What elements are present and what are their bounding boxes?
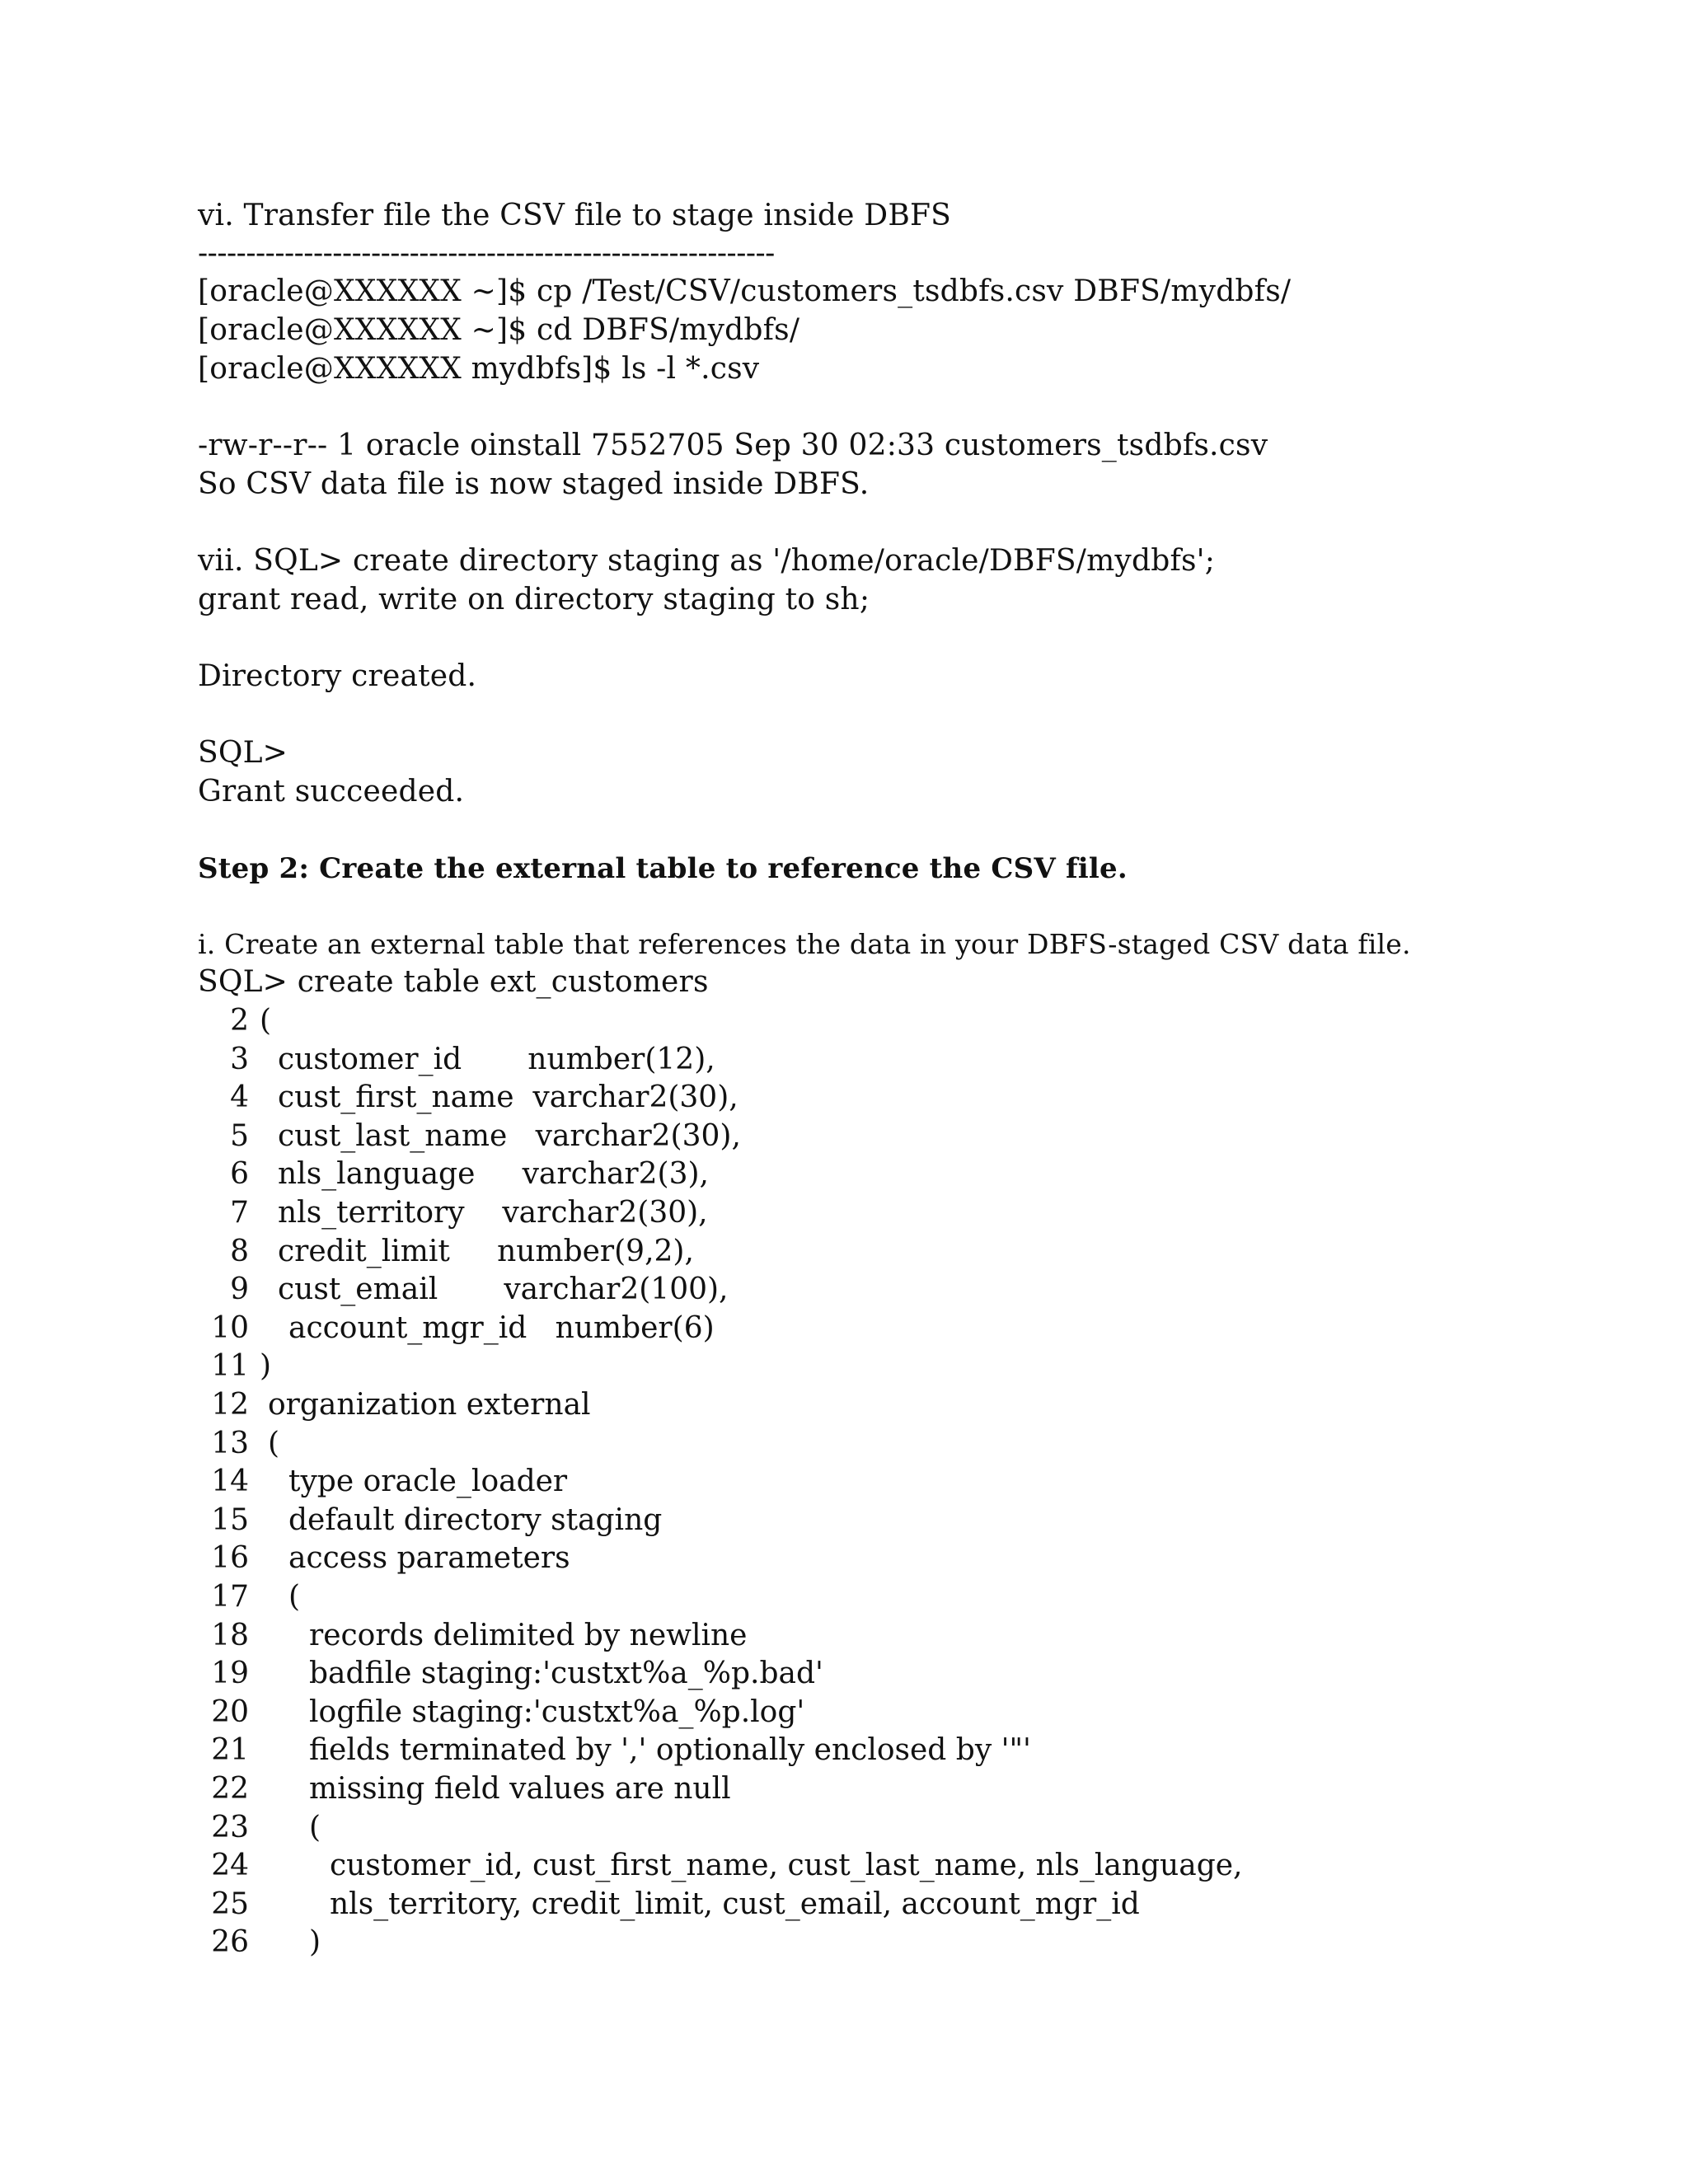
line-number: 11 xyxy=(211,1349,249,1384)
line-number: 12 xyxy=(211,1388,249,1422)
code-text: organization external xyxy=(268,1388,591,1422)
code-text: type oracle_loader xyxy=(288,1465,568,1499)
code-line xyxy=(198,1118,741,1155)
step2-intro: i. Create an external table that references the data in your DBFS-staged CSV data file. xyxy=(198,928,1411,960)
code-line xyxy=(198,1924,321,1961)
line-number: 20 xyxy=(211,1694,249,1729)
command-line-cp: [oracle@XXXXXX ~]$ cp /Test/CSV/customers_tsdbfs.csv DBFS/mydbfs/ xyxy=(198,274,1292,308)
line-number: 19 xyxy=(211,1657,249,1691)
code-text: ( xyxy=(268,1426,280,1460)
code-line xyxy=(198,1426,280,1462)
line-number: 9 xyxy=(230,1272,249,1307)
step2-title: Step 2: Create the external table to reference the CSV file. xyxy=(198,852,1128,885)
code-text: ( xyxy=(260,1004,272,1038)
code-line xyxy=(198,1848,1243,1884)
code-text: cust_first_name varchar2(30), xyxy=(278,1080,738,1115)
code-line xyxy=(198,1310,715,1347)
line-number: 3 xyxy=(230,1042,249,1076)
line-number: 18 xyxy=(211,1618,249,1652)
line-number: 10 xyxy=(211,1310,249,1345)
line-number: 22 xyxy=(211,1772,249,1806)
code-line xyxy=(198,1579,301,1615)
code-text: ( xyxy=(309,1810,321,1844)
code-line xyxy=(198,1387,591,1423)
line-number: 8 xyxy=(230,1234,249,1268)
line-number: 21 xyxy=(211,1733,249,1768)
line-number: 24 xyxy=(211,1849,249,1883)
code-line xyxy=(198,1348,272,1385)
code-line xyxy=(198,1502,663,1539)
sql-create-table: SQL> create table ext_customers xyxy=(198,965,709,999)
code-text: customer_id, cust_first_name, cust_last_name, nls_language, xyxy=(330,1849,1243,1883)
line-number: 5 xyxy=(230,1118,249,1153)
staged-note: So CSV data file is now staged inside DBFS. xyxy=(198,467,870,501)
code-line xyxy=(198,1540,570,1577)
code-line xyxy=(198,1732,1031,1769)
code-line xyxy=(198,1771,731,1807)
code-text: cust_email varchar2(100), xyxy=(278,1272,729,1307)
sql-prompt: SQL> xyxy=(198,736,288,770)
code-text: ) xyxy=(309,1925,321,1960)
code-text: cust_last_name varchar2(30), xyxy=(278,1118,741,1153)
code-line xyxy=(198,1618,748,1654)
code-line xyxy=(198,1042,715,1078)
code-text: ) xyxy=(260,1349,272,1384)
grant-command: grant read, write on directory staging to sh; xyxy=(198,583,870,616)
document-page xyxy=(198,0,1599,2184)
line-number: 15 xyxy=(211,1502,249,1537)
line-number: 25 xyxy=(211,1886,249,1921)
line-number: 26 xyxy=(211,1925,249,1960)
code-text: customer_id number(12), xyxy=(278,1042,715,1076)
code-text: account_mgr_id number(6) xyxy=(288,1310,715,1345)
line-number: 14 xyxy=(211,1465,249,1499)
code-line xyxy=(198,1272,729,1308)
code-text: fields terminated by ',' optionally enclosed by '"' xyxy=(309,1733,1031,1768)
directory-created-result: Directory created. xyxy=(198,659,477,693)
code-text: nls_territory varchar2(30), xyxy=(278,1196,708,1230)
dashed-rule: ------------------------------------------------------------ xyxy=(198,237,775,270)
code-text: ( xyxy=(288,1580,301,1614)
code-text: default directory staging xyxy=(288,1502,663,1537)
code-text: nls_territory, credit_limit, cust_email, account_mgr_id xyxy=(330,1886,1140,1921)
code-text: nls_language varchar2(3), xyxy=(278,1157,709,1192)
code-text: badfile staging:'custxt%a_%p.bad' xyxy=(309,1657,823,1691)
code-text: credit_limit number(9,2), xyxy=(278,1234,694,1268)
code-line xyxy=(198,1234,694,1270)
code-line xyxy=(198,1464,568,1500)
file-listing: -rw-r--r-- 1 oracle oinstall 7552705 Sep 30 02:33 customers_tsdbfs.csv xyxy=(198,429,1268,462)
code-line xyxy=(198,1003,272,1039)
command-line-ls: [oracle@XXXXXX mydbfs]$ ls -l *.csv xyxy=(198,352,760,386)
code-line xyxy=(198,1886,1140,1923)
grant-succeeded-result: Grant succeeded. xyxy=(198,775,465,808)
line-number: 4 xyxy=(230,1080,249,1115)
code-line xyxy=(198,1656,823,1692)
line-number: 16 xyxy=(211,1541,249,1576)
code-text: missing field values are null xyxy=(309,1772,731,1806)
code-line xyxy=(198,1156,709,1193)
line-number: 2 xyxy=(230,1004,249,1038)
code-line xyxy=(198,1694,805,1731)
line-number: 13 xyxy=(211,1426,249,1460)
code-line xyxy=(198,1195,708,1231)
section-vi-heading: vi. Transfer file the CSV file to stage inside DBFS xyxy=(198,199,952,232)
code-text: records delimited by newline xyxy=(309,1618,748,1652)
create-directory-command: vii. SQL> create directory staging as '/home/oracle/DBFS/mydbfs'; xyxy=(198,544,1216,578)
line-number: 17 xyxy=(211,1580,249,1614)
line-number: 23 xyxy=(211,1810,249,1844)
line-number: 7 xyxy=(230,1196,249,1230)
code-line xyxy=(198,1810,321,1846)
line-number: 6 xyxy=(230,1157,249,1192)
code-line xyxy=(198,1080,738,1116)
code-text: logfile staging:'custxt%a_%p.log' xyxy=(309,1694,805,1729)
code-text: access parameters xyxy=(288,1541,570,1576)
command-line-cd: [oracle@XXXXXX ~]$ cd DBFS/mydbfs/ xyxy=(198,313,800,347)
